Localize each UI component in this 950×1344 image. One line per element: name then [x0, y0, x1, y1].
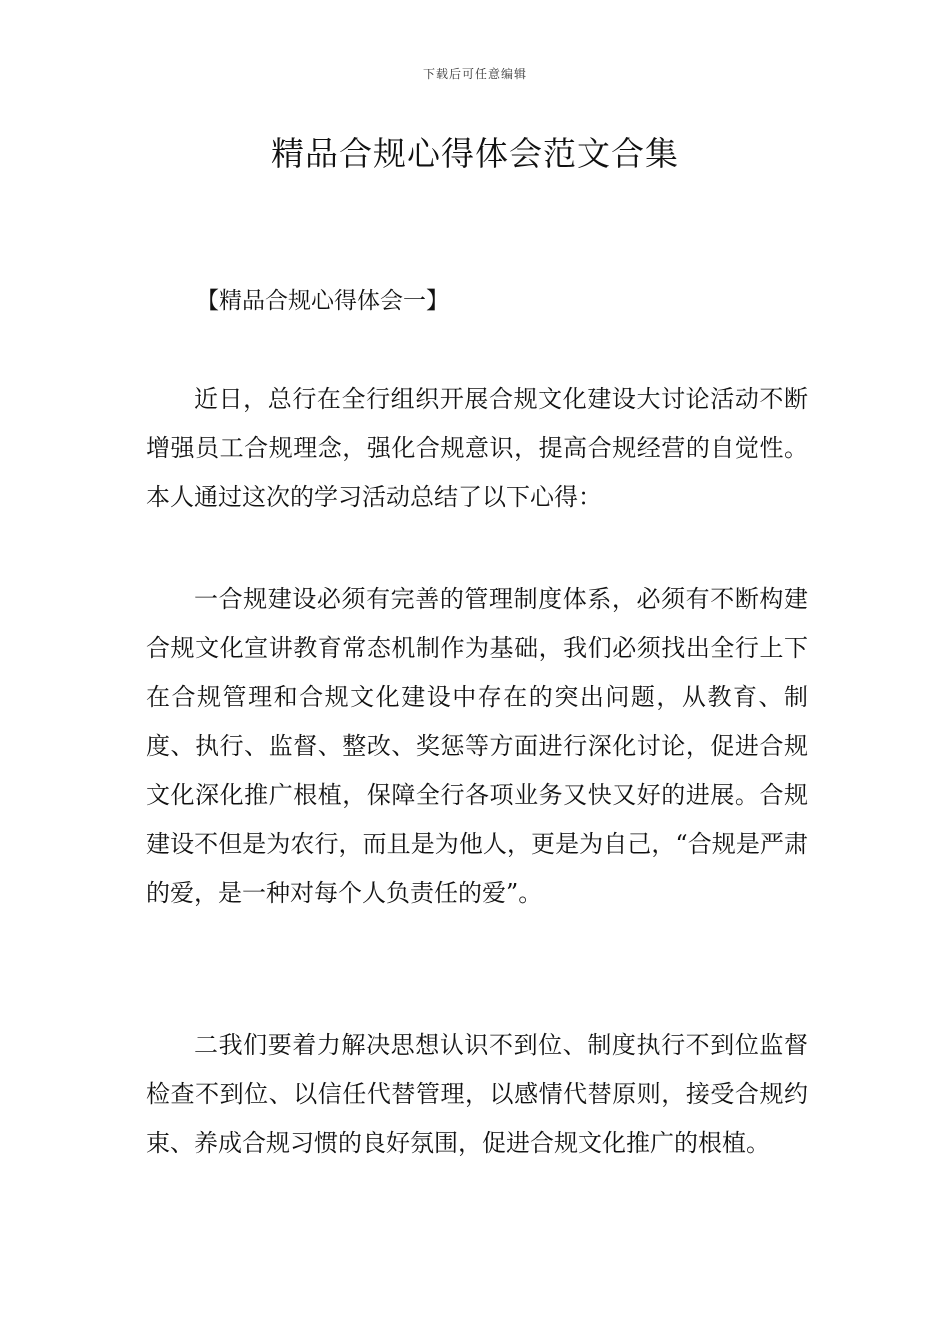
header-note: 下载后可任意编辑 [422, 67, 527, 81]
paragraph-3: 二我们要着力解决思想认识不到位、制度执行不到位监督检查不到位、以信任代替管理，以感情代替原则，接受合规约束、养成合规习惯的良好氛围，促进合规文化推广的根植。 [146, 1031, 808, 1157]
document-title: 精品合规心得体会范文合集 [271, 134, 679, 173]
paragraph-2: 一合规建设必须有完善的管理制度体系，必须有不断构建合规文化宣讲教育常态机制作为基础，我们必须找出全行上下在合规管理和合规文化建设中存在的突出问题，从教育、制度、执行、监督、整改、奖惩等方面进行深化讨论，促进合规文化深化推广根植，保障全行各项业务又快又好的进展。合规建设不但是为农行，而且是为他人，更是为自己，“合规是严肃的爱，是一种对每个人负责任的爱”。 [146, 585, 808, 907]
section-heading: 【精品合规心得体会一】 [196, 288, 449, 314]
paragraph-1: 近日，总行在全行组织开展合规文化建设大讨论活动不断增强员工合规理念，强化合规意识，提高合规经营的自觉性。本人通过这次的学习活动总结了以下心得： [146, 385, 808, 511]
